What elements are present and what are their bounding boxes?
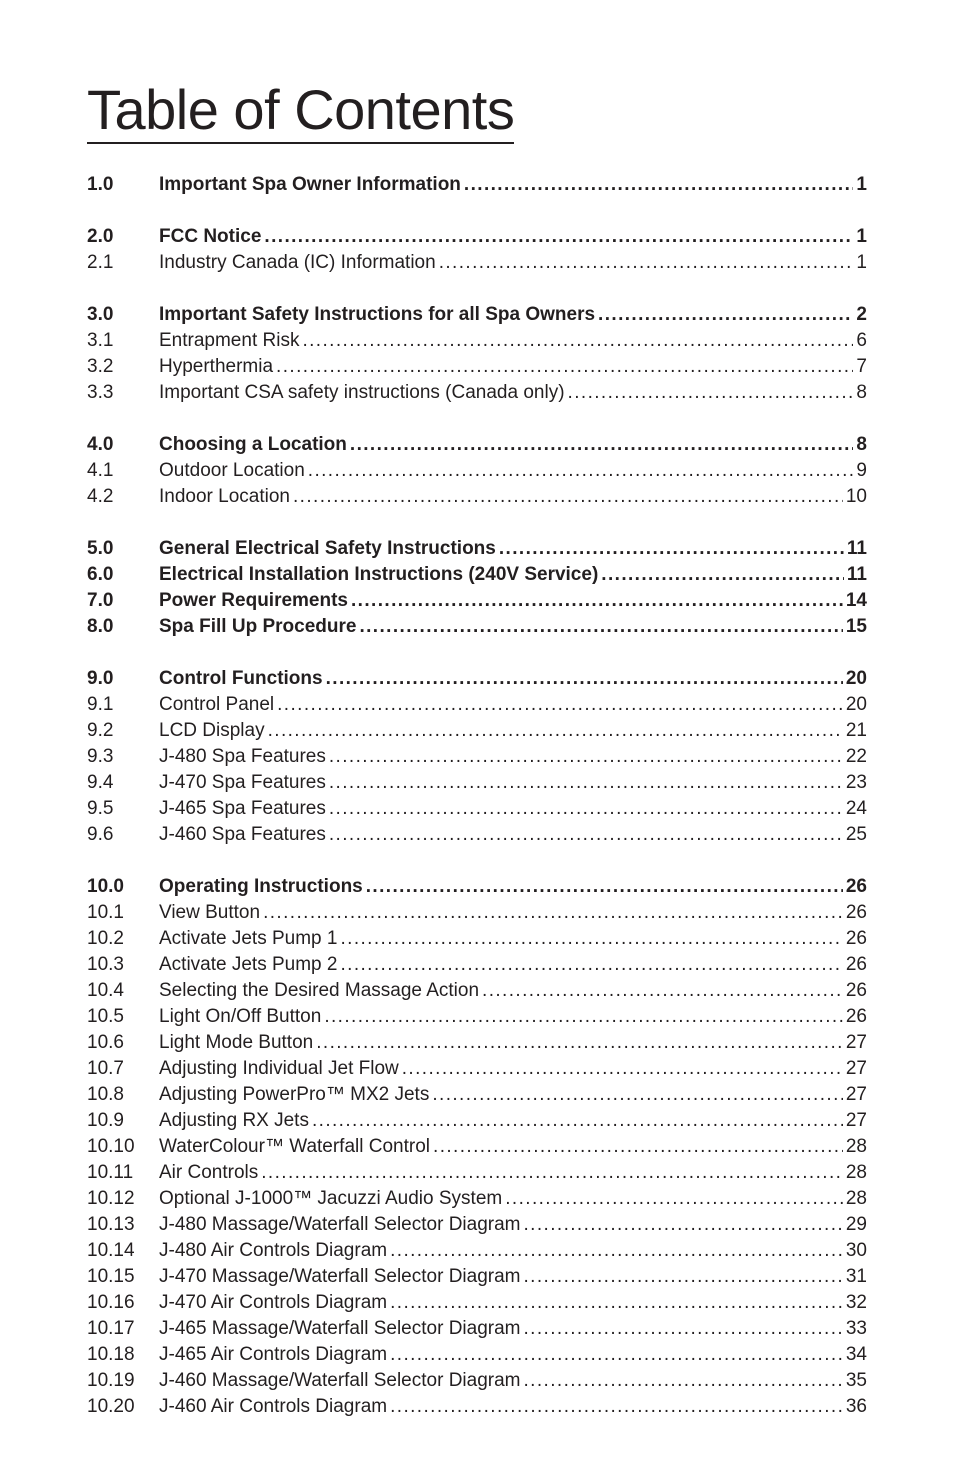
toc-entry-page: 33 [845,1318,867,1339]
dot-leader [351,588,843,614]
toc-entry-number: 4.2 [87,486,114,507]
toc-entry-page: 20 [845,668,867,689]
toc-entry-number: 10.2 [87,928,124,949]
dot-leader [268,718,843,744]
toc-entry-title: Control Panel [159,694,275,715]
toc-entry[interactable] [87,978,867,1004]
toc-entry-page: 1 [856,174,867,195]
toc-entry-title: Activate Jets Pump 1 [159,928,338,949]
toc-entry-number: 10.20 [87,1396,135,1417]
toc-entry-number: 2.0 [87,226,114,247]
dot-leader [329,822,843,848]
page-title: Table of Contents [87,78,514,144]
dot-leader [326,666,843,692]
toc-entry-title: Light Mode Button [159,1032,314,1053]
toc-entry-page: 1 [856,252,867,273]
toc-entry-number: 5.0 [87,538,114,559]
toc-entry[interactable] [87,1316,867,1342]
dot-leader [464,172,854,198]
toc-entry-title: General Electrical Safety Instructions [159,538,496,559]
toc-entry-number: 3.2 [87,356,114,377]
toc-entry-title: J-465 Air Controls Diagram [159,1344,388,1365]
dot-leader [329,744,843,770]
toc-entry[interactable] [87,1056,867,1082]
dot-leader [390,1342,843,1368]
dot-leader [329,796,843,822]
dot-leader [390,1394,843,1420]
toc-entry[interactable] [87,1238,867,1264]
toc-entry-title: Spa Fill Up Procedure [159,616,357,637]
toc-entry-number: 10.12 [87,1188,135,1209]
toc-entry[interactable] [87,718,867,744]
toc-entry-page: 32 [845,1292,867,1313]
toc-entry-title: Electrical Installation Instructions (240V Service) [159,564,599,585]
toc-entry-number: 6.0 [87,564,114,585]
toc-entry[interactable] [87,224,867,250]
toc-entry-number: 4.0 [87,434,114,455]
dot-leader [359,614,842,640]
toc-entry-title: Light On/Off Button [159,1006,322,1027]
dot-leader [568,380,854,406]
dot-leader [264,224,853,250]
toc-entry-title: Important CSA safety instructions (Canada only) [159,382,565,403]
toc-entry[interactable] [87,1342,867,1368]
toc-entry-title: Power Requirements [159,590,348,611]
toc-entry-title: FCC Notice [159,226,262,247]
toc-entry[interactable] [87,1030,867,1056]
toc-entry-title: Adjusting RX Jets [159,1110,309,1131]
toc-entry-number: 10.6 [87,1032,124,1053]
dot-leader [340,926,842,952]
toc-entry-page: 30 [845,1240,867,1261]
toc-entry-number: 1.0 [87,174,114,195]
toc-page [87,78,867,1420]
toc-entry-title: J-460 Spa Features [159,824,326,845]
toc-entry-number: 10.16 [87,1292,135,1313]
toc-entry-page: 27 [845,1032,867,1053]
toc-entry[interactable] [87,458,867,484]
toc-entry-number: 10.5 [87,1006,124,1027]
toc-entry-page: 22 [845,746,867,767]
dot-leader [524,1368,843,1394]
toc-entry-title: Optional J-1000™ Jacuzzi Audio System [159,1188,503,1209]
toc-entry[interactable] [87,588,867,614]
toc-entry[interactable] [87,1394,867,1420]
toc-entry[interactable] [87,1082,867,1108]
dot-leader [390,1290,843,1316]
toc-entry-page: 11 [846,538,867,559]
toc-entry[interactable] [87,1264,867,1290]
toc-entry-number: 10.18 [87,1344,135,1365]
toc-entry-page: 24 [845,798,867,819]
toc-entry-title: Adjusting PowerPro™ MX2 Jets [159,1084,430,1105]
toc-entry-number: 10.10 [87,1136,135,1157]
toc-entry-number: 8.0 [87,616,114,637]
toc-entry[interactable] [87,900,867,926]
toc-entry-page: 26 [845,1006,867,1027]
toc-entry-number: 10.7 [87,1058,124,1079]
toc-section-gap [87,640,867,666]
toc-entry-page: 21 [845,720,867,741]
toc-entry[interactable] [87,1212,867,1238]
toc-entry-title: J-460 Air Controls Diagram [159,1396,388,1417]
dot-leader [276,354,853,380]
toc-entry[interactable] [87,796,867,822]
toc-entry-title: J-460 Massage/Waterfall Selector Diagram [159,1370,521,1391]
toc-entry-number: 3.1 [87,330,114,351]
toc-entry-page: 14 [845,590,867,611]
toc-entry-number: 9.2 [87,720,114,741]
toc-entry-title: Industry Canada (IC) Information [159,252,436,273]
toc-entry-number: 7.0 [87,590,114,611]
toc-entry-number: 4.1 [87,460,114,481]
toc-entry[interactable] [87,874,867,900]
toc-entry-page: 26 [845,954,867,975]
toc-entry-page: 26 [845,876,867,897]
dot-leader [524,1316,843,1342]
toc-entry-page: 27 [845,1110,867,1131]
toc-entry-title: J-480 Massage/Waterfall Selector Diagram [159,1214,521,1235]
dot-leader [329,770,843,796]
toc-entry-page: 26 [845,980,867,1001]
dot-leader [308,458,854,484]
dot-leader [601,562,844,588]
toc-entry-page: 9 [856,460,867,481]
toc-entry-title: J-480 Spa Features [159,746,326,767]
dot-leader [293,484,843,510]
dot-leader [505,1186,843,1212]
toc-entry-page: 20 [845,694,867,715]
toc-entry-number: 9.6 [87,824,114,845]
toc-entry[interactable] [87,1186,867,1212]
toc-entry-number: 9.4 [87,772,114,793]
toc-entry-title: Important Safety Instructions for all Spa Owners [159,304,596,325]
toc-entry[interactable] [87,614,867,640]
toc-entry-title: J-480 Air Controls Diagram [159,1240,388,1261]
toc-entry-page: 6 [856,330,867,351]
dot-leader [261,1160,843,1186]
toc-entry-page: 35 [845,1370,867,1391]
toc-entry-page: 27 [845,1084,867,1105]
toc-entry-number: 9.1 [87,694,114,715]
toc-entry-page: 28 [845,1188,867,1209]
toc-entry[interactable] [87,692,867,718]
toc-entry-page: 28 [845,1136,867,1157]
toc-entry[interactable] [87,926,867,952]
toc-entry-number: 10.13 [87,1214,135,1235]
toc-entry-number: 10.17 [87,1318,135,1339]
toc-entry-title: Hyperthermia [159,356,274,377]
toc-entry-number: 10.8 [87,1084,124,1105]
toc-entry[interactable] [87,328,867,354]
dot-leader [302,328,853,354]
dot-leader [312,1108,843,1134]
toc-entry[interactable] [87,822,867,848]
toc-list [87,172,867,1420]
toc-entry-page: 15 [845,616,867,637]
dot-leader [402,1056,843,1082]
toc-entry-page: 7 [856,356,867,377]
toc-section-gap [87,848,867,874]
toc-entry-page: 36 [845,1396,867,1417]
toc-entry-number: 10.0 [87,876,124,897]
toc-entry-page: 11 [846,564,867,585]
toc-entry[interactable] [87,302,867,328]
toc-entry-title: Operating Instructions [159,876,363,897]
dot-leader [433,1134,843,1160]
toc-entry-page: 8 [856,382,867,403]
toc-entry-title: Air Controls [159,1162,259,1183]
toc-entry-number: 10.19 [87,1370,135,1391]
toc-section-gap [87,198,867,224]
toc-section-gap [87,406,867,432]
toc-entry-title: Indoor Location [159,486,290,507]
toc-entry-number: 10.3 [87,954,124,975]
dot-leader [432,1082,843,1108]
toc-entry-title: Choosing a Location [159,434,347,455]
toc-entry-number: 3.3 [87,382,114,403]
toc-entry-number: 9.3 [87,746,114,767]
toc-entry-number: 3.0 [87,304,114,325]
toc-entry-title: Outdoor Location [159,460,305,481]
dot-leader [482,978,843,1004]
toc-entry[interactable] [87,1134,867,1160]
toc-entry-page: 23 [845,772,867,793]
toc-entry-title: LCD Display [159,720,265,741]
toc-entry[interactable] [87,1108,867,1134]
toc-entry-title: Entrapment Risk [159,330,300,351]
toc-entry-page: 29 [845,1214,867,1235]
toc-entry[interactable] [87,562,867,588]
dot-leader [390,1238,843,1264]
toc-entry-title: Important Spa Owner Information [159,174,461,195]
dot-leader [324,1004,843,1030]
toc-entry-number: 9.5 [87,798,114,819]
toc-entry[interactable] [87,380,867,406]
toc-entry-number: 10.4 [87,980,124,1001]
toc-entry[interactable] [87,666,867,692]
dot-leader [439,250,854,276]
toc-entry-number: 9.0 [87,668,114,689]
toc-section-gap [87,510,867,536]
toc-entry[interactable] [87,432,867,458]
toc-entry[interactable] [87,172,867,198]
dot-leader [277,692,843,718]
toc-entry-page: 2 [856,304,867,325]
toc-entry-page: 31 [845,1266,867,1287]
dot-leader [524,1212,843,1238]
toc-entry[interactable] [87,952,867,978]
dot-leader [316,1030,843,1056]
toc-entry-title: View Button [159,902,261,923]
toc-entry-title: J-470 Spa Features [159,772,326,793]
toc-entry[interactable] [87,1290,867,1316]
toc-entry-title: J-465 Massage/Waterfall Selector Diagram [159,1318,521,1339]
toc-entry-title: J-465 Spa Features [159,798,326,819]
toc-entry[interactable] [87,536,867,562]
toc-entry-title: J-470 Massage/Waterfall Selector Diagram [159,1266,521,1287]
toc-entry-page: 10 [845,486,867,507]
toc-entry-title: WaterColour™ Waterfall Control [159,1136,431,1157]
toc-entry[interactable] [87,250,867,276]
toc-entry-page: 28 [845,1162,867,1183]
toc-entry[interactable] [87,744,867,770]
dot-leader [340,952,842,978]
toc-entry-number: 10.1 [87,902,124,923]
dot-leader [524,1264,843,1290]
dot-leader [350,432,854,458]
dot-leader [366,874,843,900]
toc-entry[interactable] [87,354,867,380]
toc-entry-page: 27 [845,1058,867,1079]
toc-entry-number: 10.11 [87,1162,134,1183]
toc-entry-title: Selecting the Desired Massage Action [159,980,480,1001]
toc-entry[interactable] [87,1004,867,1030]
toc-entry-page: 1 [856,226,867,247]
toc-entry-page: 25 [845,824,867,845]
dot-leader [598,302,853,328]
toc-entry-number: 2.1 [87,252,114,273]
toc-entry-number: 10.9 [87,1110,124,1131]
toc-entry-number: 10.15 [87,1266,135,1287]
toc-entry-title: Activate Jets Pump 2 [159,954,338,975]
toc-entry-title: Adjusting Individual Jet Flow [159,1058,399,1079]
toc-entry-page: 26 [845,902,867,923]
toc-entry-page: 34 [845,1344,867,1365]
toc-entry-title: Control Functions [159,668,323,689]
toc-entry-number: 10.14 [87,1240,135,1261]
toc-entry-title: J-470 Air Controls Diagram [159,1292,388,1313]
dot-leader [263,900,843,926]
toc-section-gap [87,276,867,302]
toc-entry[interactable] [87,1160,867,1186]
toc-entry[interactable] [87,1368,867,1394]
toc-entry[interactable] [87,770,867,796]
toc-entry-page: 8 [856,434,867,455]
dot-leader [499,536,844,562]
toc-entry-page: 26 [845,928,867,949]
toc-entry[interactable] [87,484,867,510]
